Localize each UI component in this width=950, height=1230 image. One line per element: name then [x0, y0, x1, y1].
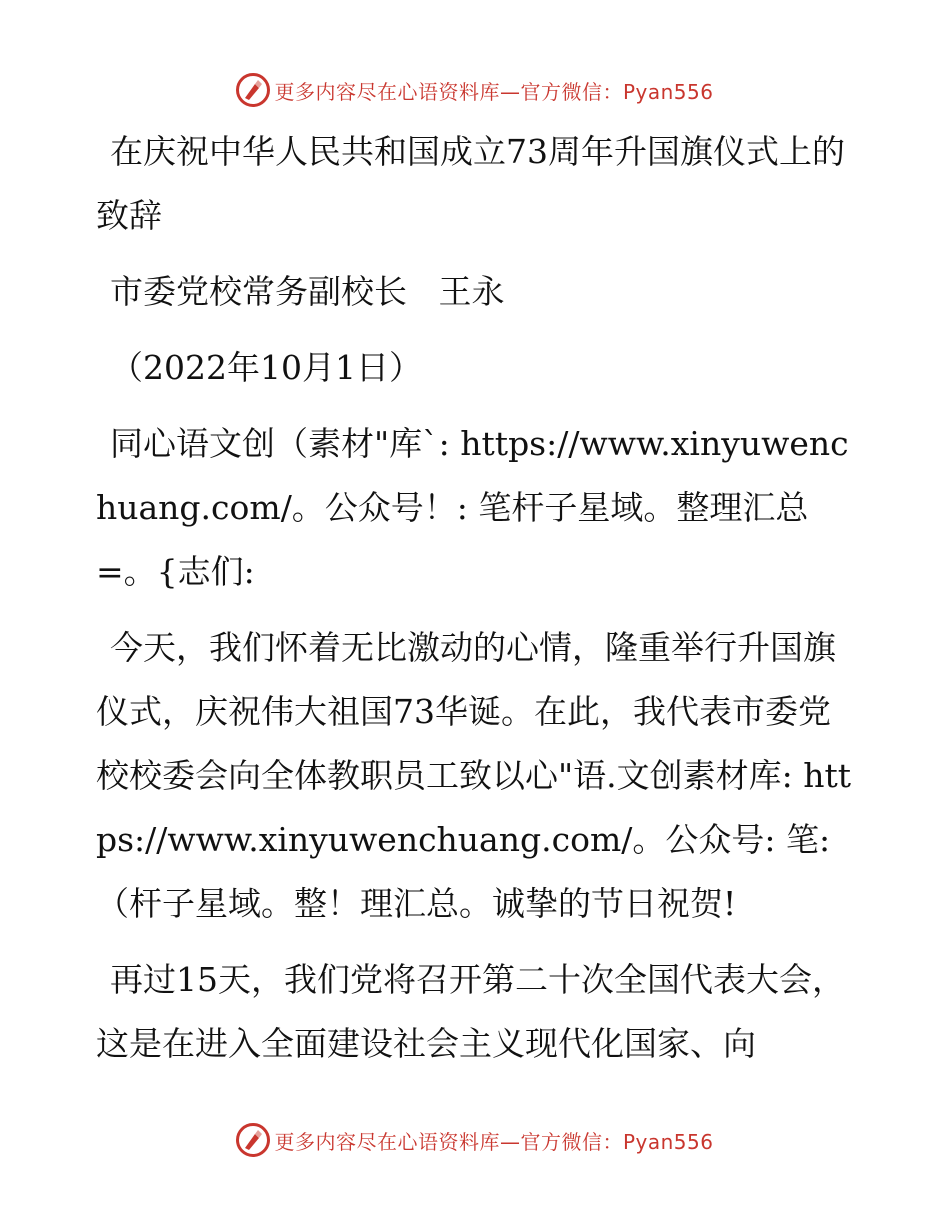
header-banner — [0, 70, 950, 110]
banner-text: 更多内容尽在心语资料库—官方微信：Pyan556 — [274, 1129, 714, 1154]
document-body — [96, 120, 856, 1088]
document-title: 在庆祝中华人民共和国成立73周年升国旗仪式上的致辞 — [96, 132, 845, 235]
salutation-paragraph: 同心语文创（素材"库`: https://www.xinyuwenchuang.com/。公众号！: 笔杆子星域。整理汇总=。{志们: — [96, 424, 849, 591]
footer-banner — [0, 1120, 950, 1160]
banner-text: 更多内容尽在心语资料库—官方微信：Pyan556 — [274, 79, 714, 104]
paragraph-1: 今天，我们怀着无比激动的心情，隆重举行升国旗仪式，庆祝伟大祖国73华诞。在此，我代表市委党校校委会向全体教职员工致以心"语.文创素材库: https://www.xinyuwenchuang.com/。公众号: 笔:（杆子星域。整！理汇总。诚挚的节日祝贺! — [96, 628, 852, 923]
pen-logo-icon — [236, 73, 270, 107]
author-line: 市委党校常务副校长 王永 — [110, 272, 505, 311]
paragraph-2: 再过15天，我们党将召开第二十次全国代表大会，这是在进入全面建设社会主义现代化国家、向 — [96, 960, 845, 1063]
date-line: （2022年10月1日） — [110, 348, 422, 387]
pen-logo-icon — [236, 1123, 270, 1157]
